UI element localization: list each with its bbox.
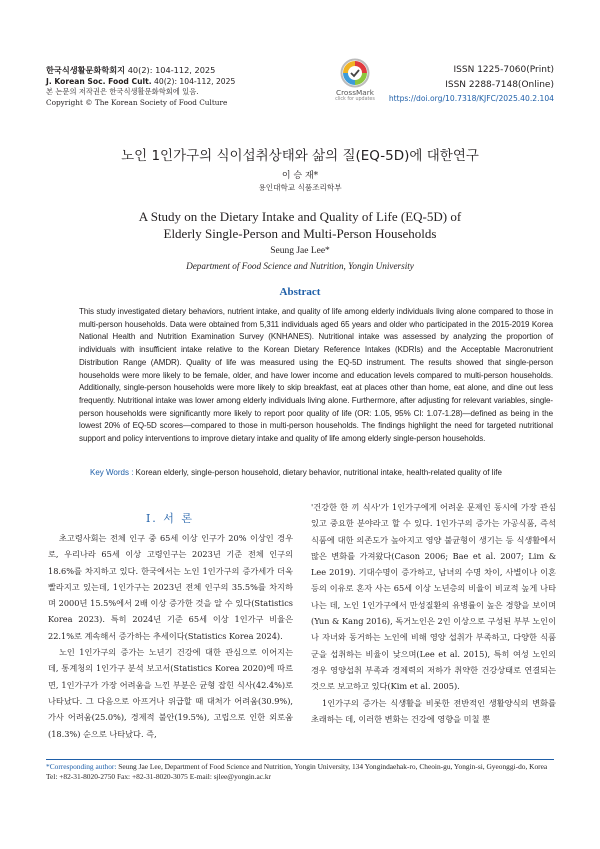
crossmark-label: CrossMark — [336, 88, 374, 97]
title-english — [60, 208, 540, 242]
paragraph: 1인가구의 증가는 식생활을 비롯한 전반적인 생활양식의 변화를 초래하는 데, 이러한 변화는 건강에 영향을 미칠 뿐 — [311, 697, 556, 724]
doi-link[interactable]: https://doi.org/10.7318/KJFC/2025.40.2.104 — [388, 94, 554, 103]
issn-print: ISSN 1225-7060(Print) — [453, 65, 554, 75]
crossmark-sublabel: click for updates — [335, 97, 375, 102]
paragraph: '건강한 한 끼 식사'가 1인가구에게 어려운 문제인 동시에 가장 관심있고 중요한 분야라고 할 수 있다. 1인가구의 증가는 가공식품, 즉석식품에 대한 의존도가 높아지고 영양 불균형이 생기는 등 식생활에서 많은 변화를 가져왔다(Cason 2006; Bae et al. 2007; Lim & Lee 2019). 기대수명이 증가하고, 남녀의 수명 차이, 사별이나 이혼 등의 이유로 혼자 사는 65세 이상 노년층의 비율이 비교적 높게 나타나는 데, 노인 1인가구에서 만성질환의 유병률이 높은 경향을 보이며(Yun & Kang 2016), 독거노인은 2인 이상으로 구성된 부부 노인이나 자녀와 동거하는 노인에 비해 영양 섭취가 부족하고, 다양한 식품군을 섭취하는 비율이 낮으며(Lee et al. 2015), 특히 여성 노인의 경우 영양섭취 부족과 경제력의 저하가 취약한 건강상태로 연결되는 것으로 보고하고 있다(Kim et al. 2005). — [311, 502, 556, 692]
journal-name-en: J. Korean Soc. Food Cult. — [46, 77, 152, 86]
title-english-line2: Elderly Single-Person and Multi-Person Households — [163, 226, 437, 241]
crossmark-badge[interactable] — [322, 58, 388, 103]
citation-ko: 40(2): 104-112, 2025 — [127, 65, 216, 75]
citation-en: 40(2): 104-112, 2025 — [154, 77, 236, 86]
keywords-text: Korean elderly, single-person household, dietary behavior, nutritional intake, health-related quality of life — [135, 468, 502, 477]
body-column-right — [311, 499, 556, 727]
author-english: Seung Jae Lee* — [270, 246, 330, 256]
keywords — [90, 467, 560, 478]
author-korean: 이 승 재* — [281, 171, 319, 181]
issn-block — [389, 63, 554, 105]
title-english-line1: A Study on the Dietary Intake and Quality of Life (EQ-5D) of — [138, 209, 462, 224]
affiliation-english: Department of Food Science and Nutrition, Yongin University — [186, 261, 414, 271]
journal-header — [46, 65, 306, 108]
journal-name-ko: 한국식생활문화학회지 — [46, 65, 126, 75]
issn-online: ISSN 2288-7148(Online) — [445, 80, 554, 90]
paragraph: 노인 1인가구의 증가는 노년기 건강에 대한 관심으로 이어지는 데, 통계청의 1인가구 분석 보고서(Statistics Korea 2020)에 따르면, 1인가구가 가장 어려움을 느낀 부분은 균형 잡힌 식사(42.4%)로 나타났다. 그 다음으로 아프거나 위급할 때 대처가 어려움(30.9%), 가사 어려움(25.0%), 경제적 불안(19.5%), 고립으로 인한 외로움(18.3%) 순으로 나타났다. 즉, — [48, 647, 293, 739]
copyright-ko: 본 논문의 저작권은 한국식생활문화학회에 있음. — [46, 87, 199, 96]
title-korean: 노인 1인가구의 식이섭취상태와 삶의 질(EQ-5D)에 대한연구 — [121, 148, 479, 164]
footnote-text: Seung Jae Lee, Department of Food Science and Nutrition, Yongin University, 134 Yongindaehak-ro, Cheoin-gu, Yongin-si, Gyeonggi-do, Korea Tel: +82-31-8020-2750 Fax: +82-31-8020-3075 E-mail: sjlee@yongin.ac.kr — [46, 762, 548, 781]
body-column-left — [48, 530, 293, 742]
keywords-label: Key Words : — [90, 468, 134, 477]
footnote-divider — [46, 759, 554, 760]
abstract-heading: Abstract — [279, 286, 321, 298]
corresponding-author-footnote — [46, 762, 556, 782]
crossmark-icon — [340, 58, 370, 88]
copyright-en: Copyright © The Korean Society of Food Culture — [46, 97, 228, 107]
section-title-introduction: I. 서 론 — [145, 512, 195, 525]
paragraph: 초고령사회는 전체 인구 중 65세 이상 인구가 20% 이상인 경우로, 우리나라 65세 이상 고령인구는 2023년 기준 전체 인구의 18.6%를 차지하고 있다. 한국에서는 노인 1인가구의 증가세가 더욱 빨라지고 있는데, 1인가구는 2023년 전체 인구의 35.5%를 차지하며 2000년 15.5%에서 2배 이상 증가한 것을 알 수 있다(Statistics Korea 2023). 특히 2024년 기준 65세 이상 1인가구 비율은 22.1%로 계속해서 증가하는 추세이다(Statistics Korea 2024). — [48, 533, 293, 641]
footnote-label: *Corresponding author: — [46, 762, 117, 771]
affiliation-korean: 용인대학교 식품조리학부 — [258, 183, 342, 192]
abstract-text: This study investigated dietary behaviors, nutrient intake, and quality of life among elderly individuals living alone compared to those in multi-person households. Data were obtained from 5,311 individuals aged 65 years and older who participated in the 2015-2019 Korea National Health and Nutrition Examination Survey (KNHANES). Nutritional intake was assessed by analyzing the proportion of individuals with insufficient intake relative to the Korean Dietary Reference Intakes (KDRIs) and the Acceptable Macronutrient Distribution Range (AMDR). Quality of life was measured using the EQ-5D instrument. The results showed that single-person households were more likely to be female, older, and have lower income and education levels compared to multi-person households. Additionally, single-person households were more likely to skip breakfast, eat at places other than home, eat alone, and dine out less frequently. Nutritional intake was lower among elderly individuals living alone. Furthermore, after adjusting for relevant variables, single-person households were significantly more likely to report poor quality of life (OR: 1.05, 95% CI: 1.07-1.28)—defined as being in the lowest 20% of EQ-5D scores—compared to those in multi-person households. The findings highlight the need for targeted nutritional support and policy interventions to improve dietary intake and quality of life among elderly single-person households. — [79, 307, 553, 444]
